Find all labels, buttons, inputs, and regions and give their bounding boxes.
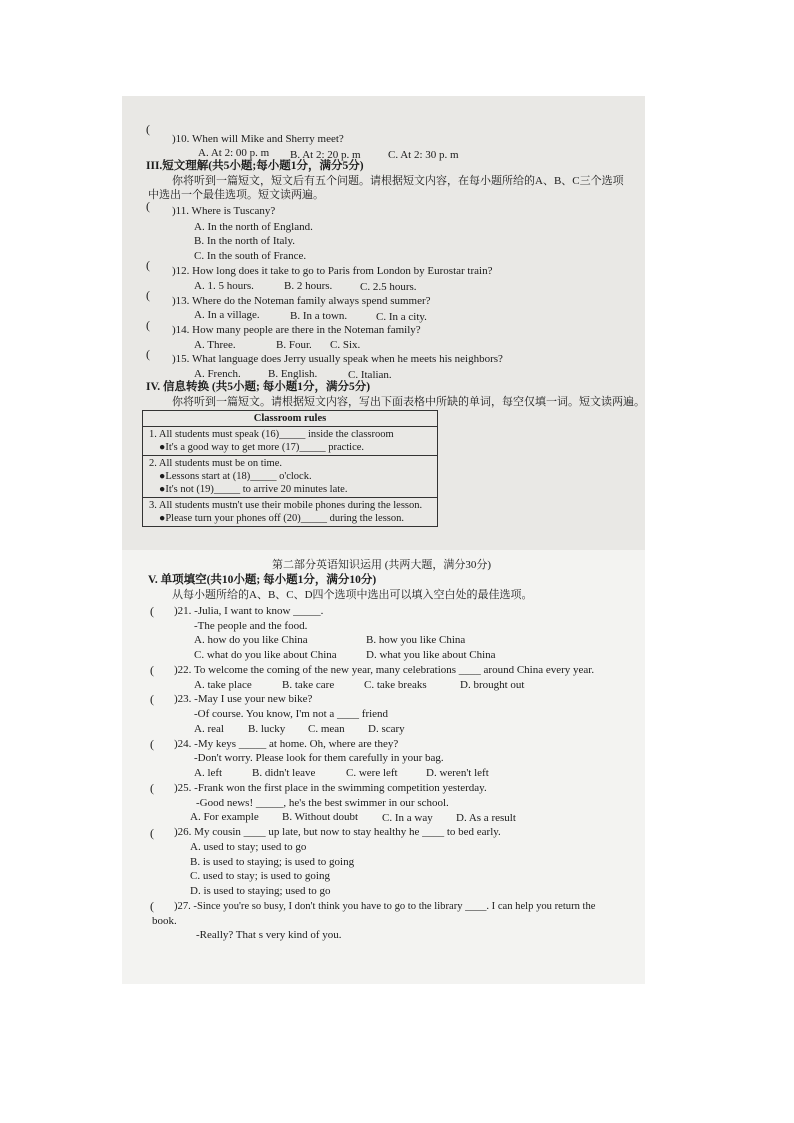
option-a: A. 1. 5 hours. [194,280,254,292]
option-d: D. what you like about China [366,649,496,661]
option-d: D. weren't left [426,767,489,779]
question-continuation: book. [152,915,177,927]
rule-text: 2. All students must be on time. [149,458,282,469]
question-line: -Really? That s very kind of you. [196,929,342,941]
rule-text: 1. All students must speak (16)_____ inside the classroom [149,429,394,440]
part-heading: 第二部分英语知识运用 (共两大题，满分30分) [272,559,492,571]
question-text: )27. -Since you're so busy, I don't think you have to go to the library ____. I can help you return the [174,901,596,912]
option-b: B. how you like China [366,634,466,646]
option-a: A. take place [194,679,252,691]
option-c: C. In a city. [376,311,427,323]
section-instructions: 你将听到一篇短文。请根据短文内容，写出下面表格中所缺的单词，每空仅填一词。短文读两遍。 [172,396,645,408]
section-instructions: 你将听到一篇短文，短文后有五个问题。请根据短文内容，在每小题所给的A、B、C三个选项 [172,175,624,187]
section-heading: III.短文理解(共5小题;每小题1分，满分5分) [146,160,364,172]
question-text: )22. To welcome the coming of the new year, many celebrations ____ around China every year. [174,664,595,676]
option-c: C. 2.5 hours. [360,281,417,293]
option-c: C. Italian. [348,369,392,381]
question-line: -Of course. You know, I'm not a ____ friend [194,708,389,720]
section-heading: V. 单项填空(共10小题; 每小题1分，满分10分) [148,574,377,586]
rule-detail: ●Please turn your phones off (20)_____ during the lesson. [159,513,404,524]
option-c: C. At 2: 30 p. m [388,149,459,161]
table-title: Classroom rules [143,411,438,427]
rule-text: 3. All students mustn't use their mobile phones during the lesson. [149,500,423,511]
question-line: -Don't worry. Please look for them carefully in your bag. [194,752,444,764]
option-b: B. didn't leave [252,767,316,779]
option-c: C. In the south of France. [194,250,307,262]
option-a: A. French. [194,368,241,380]
question-text: )21. -Julia, I want to know _____. [174,605,324,617]
answer-paren: ( [150,692,154,706]
option-c: C. what do you like about China [194,649,337,661]
option-d: D. As a result [456,812,516,824]
option-b: B. 2 hours. [284,280,333,292]
option-c: C. used to stay; is used to going [190,870,330,882]
option-c: C. mean [308,723,345,735]
option-a: A. how do you like China [194,634,308,646]
option-d: D. brought out [460,679,525,691]
option-b: B. Four. [276,339,312,351]
option-a: A. real [194,723,224,735]
rule-detail: ●It's a good way to get more (17)_____ practice. [159,442,365,453]
option-a: A. used to stay; used to go [190,841,307,853]
answer-paren: ( [146,199,150,213]
question-text: )23. -May I use your new bike? [174,693,313,705]
option-b: B. lucky [248,723,286,735]
option-d: D. scary [368,723,405,735]
option-a: A. For example [190,811,259,823]
classroom-rules-table [142,410,438,527]
option-c: C. Six. [330,339,361,351]
section-heading: IV. 信息转换 (共5小题; 每小题1分，满分5分) [146,381,371,393]
option-b: B. take care [282,679,335,691]
answer-paren: ( [146,347,150,361]
option-a: A. Three. [194,339,236,351]
option-a: A. At 2: 00 p. m [198,147,270,159]
option-b: B. At 2: 20 p. m [290,149,361,161]
question-text: )15. What language does Jerry usually speak when he meets his neighbors? [172,353,503,365]
option-b: B. In the north of Italy. [194,235,296,247]
option-a: A. In the north of England. [194,221,313,233]
answer-paren: ( [146,122,150,136]
question-text: )24. -My keys _____ at home. Oh, where are they? [174,738,399,750]
option-c: C. were left [346,767,398,779]
option-b: B. is used to staying; is used to going [190,856,355,868]
question-text: )10. When will Mike and Sherry meet? [172,133,344,145]
option-a: A. In a village. [194,309,260,321]
option-d: D. is used to staying; used to go [190,885,331,897]
question-text: )25. -Frank won the first place in the swimming competition yesterday. [174,782,487,794]
option-b: B. Without doubt [282,811,359,823]
table-row [143,498,438,527]
question-text: )14. How many people are there in the Noteman family? [172,324,421,336]
question-text: )12. How long does it take to go to Paris from London by Eurostar train? [172,265,493,277]
answer-paren: ( [150,737,154,751]
question-text: )26. My cousin ____ up late, but now to stay healthy he ____ to bed early. [174,826,501,838]
answer-paren: ( [146,288,150,302]
answer-paren: ( [150,663,154,677]
section-instructions: 中选出一个最佳选项。短文读两遍。 [148,189,324,201]
rule-detail: ●It's not (19)_____ to arrive 20 minutes late. [159,484,348,495]
answer-paren: ( [150,826,154,840]
table-row [143,456,438,498]
question-text: )11. Where is Tuscany? [172,205,276,217]
answer-paren: ( [150,604,154,618]
rule-detail: ●Lessons start at (18)_____ o'clock. [159,471,312,482]
answer-paren: ( [146,318,150,332]
option-c: C. In a way [382,812,433,824]
option-a: A. left [194,767,223,779]
answer-paren: ( [150,781,154,795]
question-line: -Good news! _____, he's the best swimmer in our school. [196,797,449,809]
answer-paren: ( [150,899,154,913]
table-row [143,427,438,456]
option-b: B. English. [268,368,318,380]
answer-paren: ( [146,258,150,272]
option-c: C. take breaks [364,679,427,691]
question-text: )13. Where do the Noteman family always spend summer? [172,295,431,307]
question-line: -The people and the food. [194,620,308,632]
option-b: B. In a town. [290,310,348,322]
section-instructions: 从每小题所给的A、B、C、D四个选项中选出可以填入空白处的最佳选项。 [172,589,533,601]
